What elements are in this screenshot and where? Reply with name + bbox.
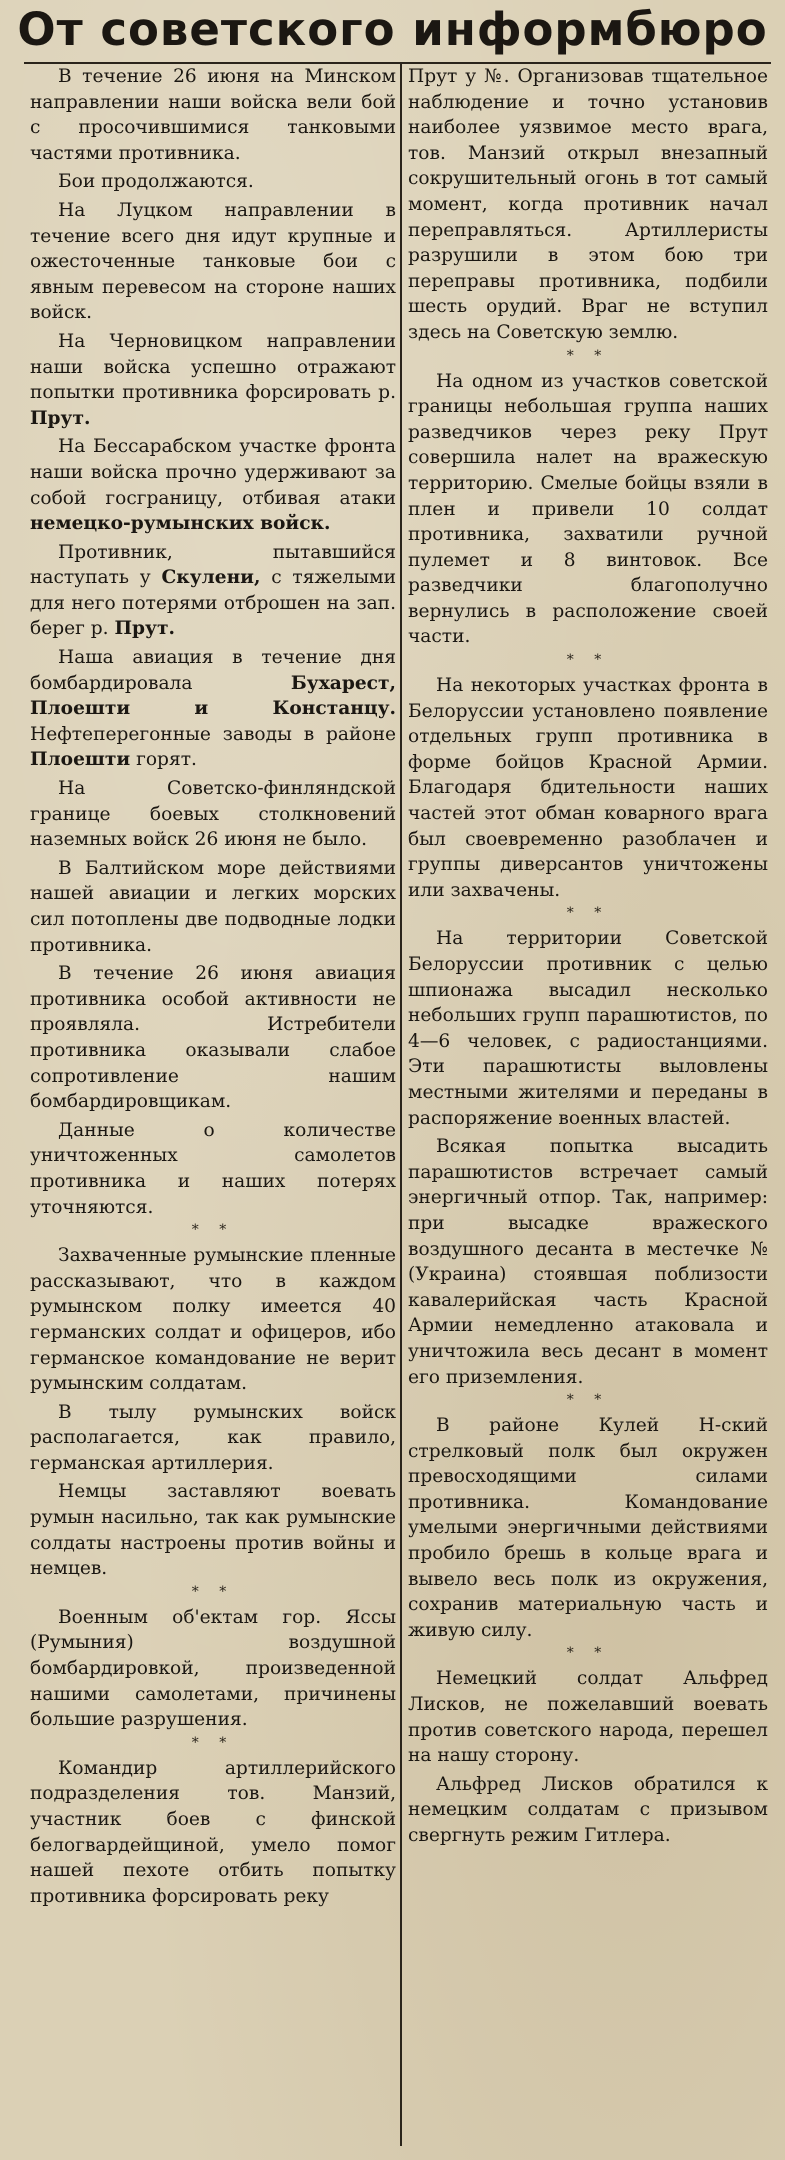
report-aviation xyxy=(30,645,396,773)
report-lutsk: На Луцком направлении в течение всего дня идут крупные и ожесточенные танковые бои с явным перевесом на стороне наших войск. xyxy=(30,199,396,324)
section-separator: * * xyxy=(566,905,610,922)
section-separator: * * xyxy=(566,1392,610,1409)
report-kuley: В районе Кулей Н-ский стрелковый полк был окружен превосходящими силами противника. Командование умелыми энергичными действиями пробило брешь в кольце врага и вывело весь полк из окружения, сохранив материальную часть и живую силу. xyxy=(408,1415,768,1641)
report-liskov-appeal: Альфред Лисков обратился к немецким солдатам с призывом свергнуть режим Гитлера. xyxy=(408,1773,768,1846)
section-separator: * * xyxy=(566,347,610,364)
report-aviation-text2: Нефтеперегонные заводы в районе xyxy=(30,723,396,745)
report-baltic: В Балтийском море действиями нашей авиации и легких морских сил потоплены две подводные лодки противника. xyxy=(30,857,396,956)
report-landing-repelled: Всякая попытка высадить парашютистов встречает самый энергичный отпор. Так, например: при высадке вражеского воздушного десанта в местечке № (Украина) стоявшая поблизости кавалерийская часть Красной Армии немедленно атаковала и уничтожила весь десант в момент его приземления. xyxy=(408,1136,768,1388)
cities-bold: Бухарест, Плоешти и Констанцу. xyxy=(30,672,396,720)
section-separator: * * xyxy=(191,1734,235,1751)
report-skuleni-text1: Противник, пытавшийся наступать у xyxy=(30,541,396,589)
report-disguised-groups: На некоторых участках фронта в Белоруссии установлено появление отдельных групп противника в форме бойцов Красной Армии. Благодаря бдительности наших частей этот обман коварного врага был своевременно разоблачен и группы диверсантов уничтожены или захвачены. xyxy=(408,675,768,901)
left-column xyxy=(30,64,396,1912)
river-prut-bold-2: Прут. xyxy=(114,618,175,640)
section-separator: * * xyxy=(191,1222,235,1239)
report-finnish-border: На Советско-финляндской границе боевых столкновений наземных войск 26 июня не было. xyxy=(30,778,396,851)
report-aviation-text1: Наша авиация в течение дня бомбардировала xyxy=(30,647,396,694)
report-romanian-prisoners: Захваченные румынские пленные рассказывают, что в каждом румынском полку имеется 40 германских солдат и офицеров, ибо германское командование не верит румынским солдатам. xyxy=(30,1245,396,1395)
ploeshti-bold: Плоешти xyxy=(30,749,131,771)
section-separator: * * xyxy=(191,1583,235,1600)
section-separator: * * xyxy=(566,652,610,669)
report-enemy-aviation: В течение 26 июня авиация противника особой активности не проявляла. Истребители противника оказывали слабое сопротивление нашим бомбардировщикам. xyxy=(30,963,396,1113)
report-chernovitsy xyxy=(30,329,396,431)
report-skuleni xyxy=(30,540,396,642)
report-skuleni-text2: с тяжелыми для него потерями отброшен на зап. берег р. xyxy=(30,567,397,640)
report-bessarabia-text: На Бессарабском участке фронта наши войска прочно удерживают за собой госграницу, отбивая атаки xyxy=(30,436,396,509)
german-romanian-bold: немецко-румынских войск. xyxy=(30,513,331,535)
report-liskov: Немецкий солдат Альфред Лисков, не пожелавший воевать против советского народа, перешел на нашу сторону. xyxy=(408,1668,768,1767)
report-paratroopers: На территории Советской Белоруссии противник с целью шпионажа высадил несколько небольших групп парашютистов, по 4—6 человек, с радиостанциями. Эти парашютисты выловлены местными жителями и переданы в распоряжение военных властей. xyxy=(408,928,768,1129)
report-bessarabia xyxy=(30,434,396,536)
report-manziy-end: Прут у №. Организовав тщательное наблюдение и точно установив наиболее уязвимое место врага, тов. Манзий открыл внезапный сокрушительный огонь в тот самый момент, когда противник начал переправляться. Артиллеристы разрушили в этом бою три переправы противника, подбили шесть орудий. Враг не вступил здесь на Советскую землю. xyxy=(408,66,768,343)
report-scouts: На одном из участков советской границы небольшая группа наших разведчиков через реку Прут совершила налет на вражескую территорию. Смелые бойцы взяли в плен и привели 10 солдат противника, захватили ручной пулемет и 8 винтовок. Все разведчики благополучно вернулись в расположение своей части. xyxy=(408,370,768,648)
column-divider xyxy=(400,64,402,2146)
page-title: От советского информбюро xyxy=(17,3,768,56)
report-losses: Данные о количестве уничтоженных самолетов противника и наших потерях уточняются. xyxy=(30,1119,396,1218)
report-german-artillery: В тылу румынских войск располагается, как правило, германская артиллерия. xyxy=(30,1401,396,1474)
river-prut-bold: Прут. xyxy=(30,407,91,429)
report-chernovitsy-text: На Черновицком направлении наши войска успешно отражают попытки противника форсировать р. xyxy=(30,330,396,404)
right-column xyxy=(408,64,768,1852)
report-battles-continue: Бои продолжаются. xyxy=(58,171,254,193)
skuleni-bold: Скулени, xyxy=(161,567,261,589)
report-forced-war: Немцы заставляют воевать румын насильно, так как румынские солдаты настроены против войны и немцев. xyxy=(30,1481,396,1580)
report-manziy-start: Командир артиллерийского подразделения тов. Манзий, участник боев с финской белогвардейщиной, умело помог нашей пехоте отбить попытку противника форсировать реку xyxy=(30,1757,396,1907)
section-separator: * * xyxy=(566,1645,610,1662)
report-yassy: Военным об'ектам гор. Яссы (Румыния) воздушной бомбардировкой, произведенной нашими самолетами, причинены большие разрушения. xyxy=(30,1606,396,1731)
report-minsk: В течение 26 июня на Минском направлении наши войска вели бой с просочившимися танковыми частями противника. xyxy=(30,66,396,164)
report-aviation-text3: горят. xyxy=(136,749,197,771)
